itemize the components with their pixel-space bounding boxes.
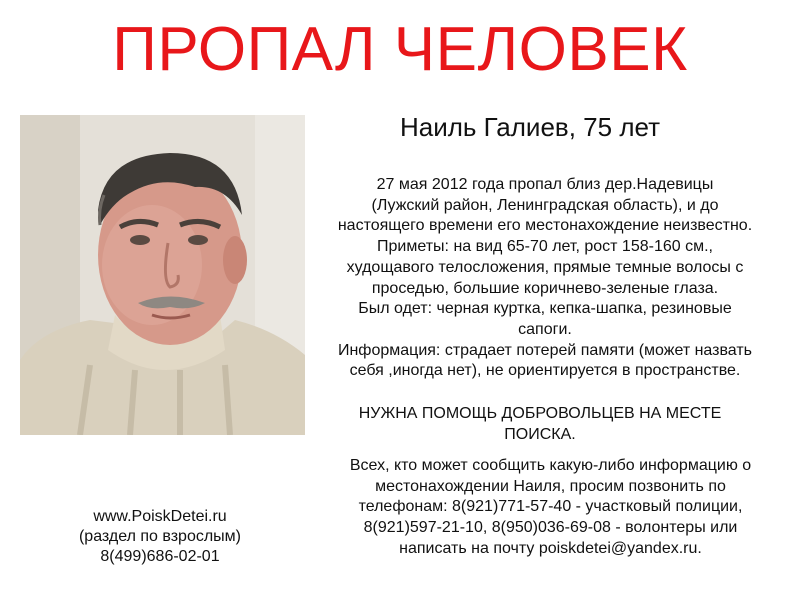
contact-line: местонахождении Наиля, просим позвонить по: [375, 477, 726, 495]
description-line: Приметы: на вид 65-70 лет, рост 158-160 см.,: [377, 238, 713, 256]
poster-headline: ПРОПАЛ ЧЕЛОВЕК: [112, 15, 688, 84]
contact-line: Всех, кто может сообщить какую-либо информацию о: [349, 457, 752, 474]
contact-block: [318, 456, 783, 560]
description-line: Информация: страдает потерей памяти (может назвать: [337, 341, 753, 359]
description-line: сапоги.: [518, 320, 572, 338]
description-line: 27 мая 2012 года пропал близ дер.Надевицы: [376, 176, 714, 193]
contact-line: 8(921)597-21-10, 8(950)036-69-08 - волонтеры или: [363, 519, 738, 537]
help-line: НУЖНА ПОМОЩЬ ДОБРОВОЛЬЦЕВ НА МЕСТЕ: [358, 405, 722, 422]
contact-line: написать на почту poiskdetei@yandex.ru.: [399, 539, 702, 557]
description-line: настоящего времени его местонахождение неизвестно.: [337, 217, 753, 235]
description-line: проседью, большие коричнево-зеленые глаза.: [371, 279, 719, 297]
site-url: www.PoiskDetei.ru: [93, 508, 227, 525]
site-info: [40, 507, 280, 567]
description-line: себя ,иногда нет), не ориентируется в пространстве.: [349, 362, 741, 380]
volunteer-help-notice: [330, 404, 750, 445]
description-line: худощавого телосложения, прямые темные волосы с: [346, 258, 744, 276]
description-block: [310, 175, 780, 382]
site-phone: 8(499)686-02-01: [100, 548, 220, 565]
description-line: (Лужский район, Ленинградская область), и до: [371, 196, 719, 214]
description-line: Был одет: черная куртка, кепка-шапка, резиновые: [358, 300, 732, 318]
contact-line: телефонам: 8(921)771-57-40 - участковый полиции,: [358, 498, 743, 516]
site-section: (раздел по взрослым): [78, 528, 242, 545]
person-name-age: Наиль Галиев, 75 лет: [399, 112, 660, 142]
missing-person-photo: [20, 115, 305, 435]
help-line: ПОИСКА.: [504, 425, 576, 443]
